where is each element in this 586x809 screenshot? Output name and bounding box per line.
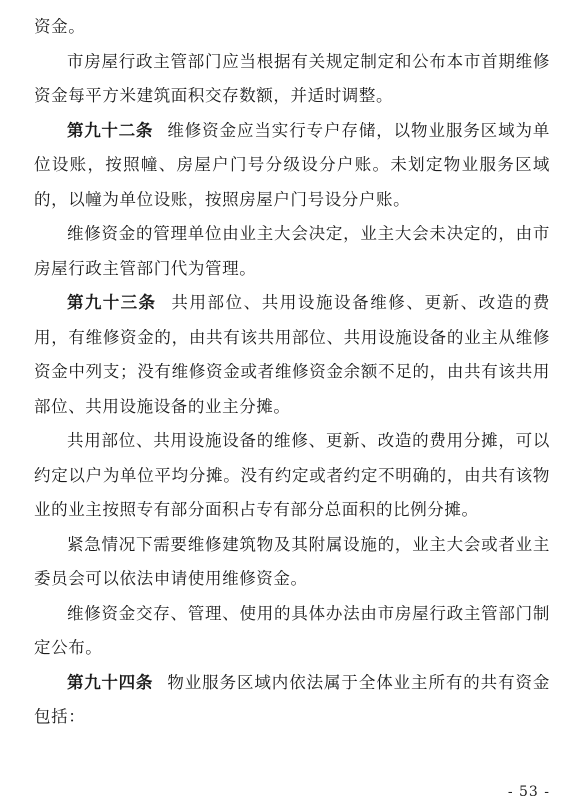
- paragraph-text: 维修资金的管理单位由业主大会决定，业主大会未决定的，由市房屋行政主管部门代为管理。: [34, 224, 550, 278]
- article-93: [34, 286, 550, 424]
- article-number: 第九十三条: [67, 293, 157, 312]
- page-number: - 53 -: [507, 784, 550, 800]
- article-number: 第九十二条: [67, 120, 154, 140]
- article-94: [34, 666, 550, 735]
- paragraph-text: 紧急情况下需要维修建筑物及其附属设施的，业主大会或者业主委员会可以依法申请使用维修资金。: [34, 534, 550, 588]
- paragraph-text: 维修资金交存、管理、使用的具体办法由市房屋行政主管部门制定公布。: [34, 603, 550, 657]
- article-number: 第九十四条: [67, 672, 154, 692]
- paragraph-cost-sharing: [34, 424, 550, 528]
- paragraph-text: 市房屋行政主管部门应当根据有关规定制定和公布本市首期维修资金每平方米建筑面积交存数额，并适时调整。: [34, 51, 550, 105]
- paragraph-emergency: [34, 528, 550, 597]
- article-92: [34, 114, 550, 218]
- paragraph-text: 维修资金应当实行专户存储，以物业服务区域为单位设账，按照幢、房屋户门号分级设分户账。未划定物业服务区域的，以幢为单位设账，按照房屋户门号设分户账。: [34, 120, 551, 209]
- document-body: [34, 10, 550, 735]
- paragraph-specific-measures: [34, 597, 550, 666]
- paragraph-text: 共用部位、共用设施设备的维修、更新、改造的费用分摊，可以约定以户为单位平均分摊。没有约定或者约定不明确的，由共有该物业的业主按照专有部分面积占专有部分总面积的比例分摊。: [34, 431, 550, 519]
- paragraph-text: 资金。: [34, 17, 86, 36]
- paragraph-initial-deposit: [34, 45, 550, 114]
- paragraph-continuation: [34, 10, 550, 45]
- paragraph-text: 物业服务区域内依法属于全体业主所有的共有资金包括：: [34, 672, 551, 726]
- paragraph-text: 共用部位、共用设施设备维修、更新、改造的费用，有维修资金的，由共有该共用部位、共用设施设备的业主从维修资金中列支；没有维修资金或者维修资金余额不足的，由共有该共用部位、共用设施设备的业主分摊。: [34, 293, 550, 416]
- paragraph-management-unit: [34, 217, 550, 286]
